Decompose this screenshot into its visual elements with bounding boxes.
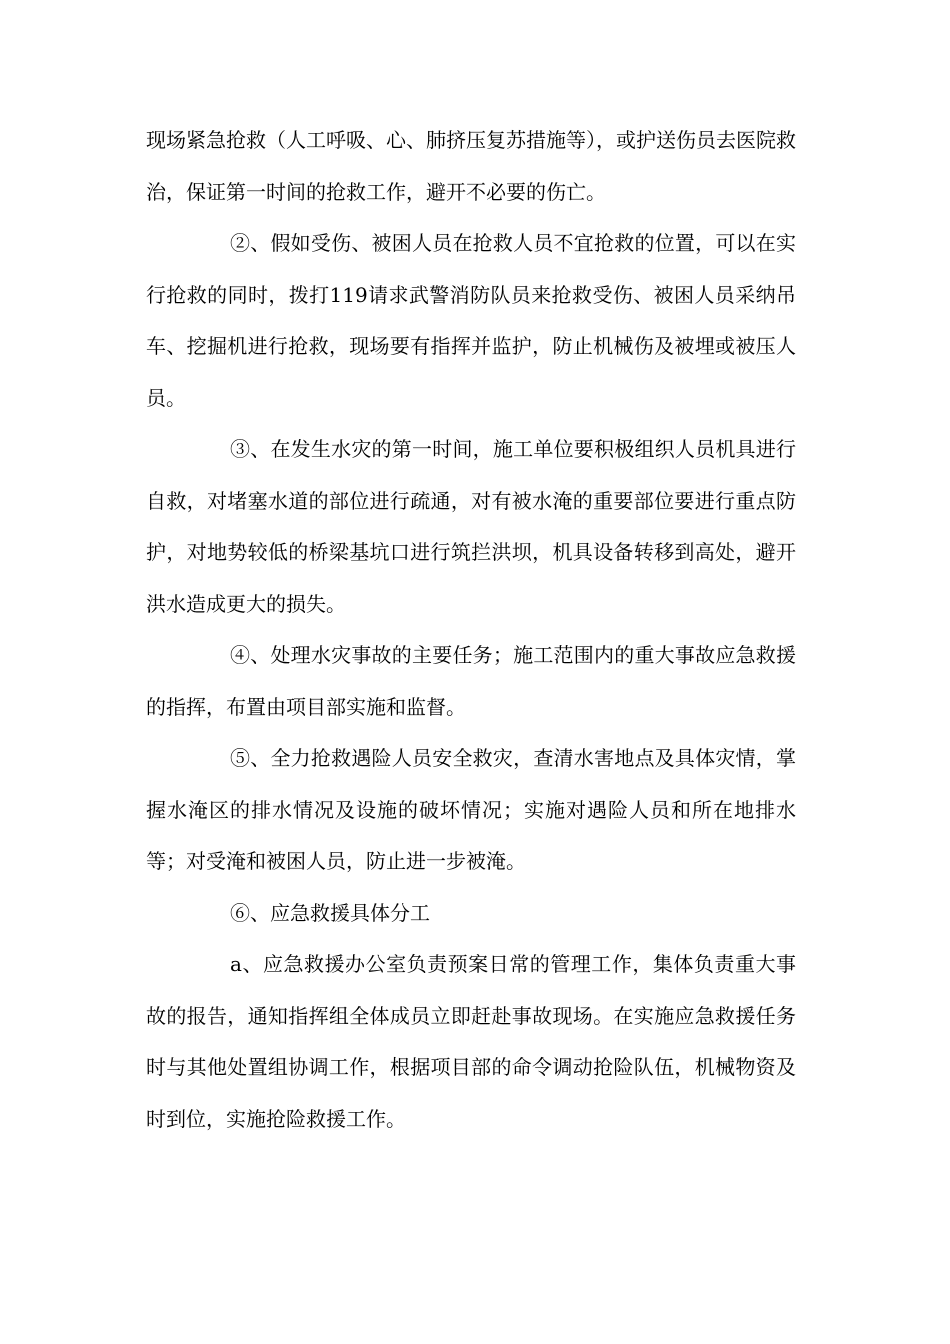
- paragraph-item-6-heading: ⑥、应急救援具体分工: [230, 900, 430, 925]
- paragraph-continuation: 现场紧急抢救（人工呼吸、心、肺挤压复苏措施等），或护送伤员去医院救治，保证第一时间的抢救工作，避开不必要的伤亡。: [146, 128, 796, 204]
- paragraph-item-3: ③、在发生水灾的第一时间，施工单位要积极组织人员机具进行自救，对堵塞水道的部位进行疏通，对有被水淹的重要部位要进行重点防护，对地势较低的桥梁基坑口进行筑拦洪坝，机具设备转移到高处，避开洪水造成更大的损失。: [146, 437, 796, 616]
- paragraph-item-a: a、应急救援办公室负责预案日常的管理工作，集体负责重大事故的报告，通知指挥组全体成员立即赶赴事故现场。在实施应急救援任务时与其他处置组协调工作，根据项目部的命令调动抢险队伍，机械物资及时到位，实施抢险救援工作。: [146, 952, 796, 1131]
- paragraph-item-5: ⑤、全力抢救遇险人员安全救灾，查清水害地点及具体灾情，掌握水淹区的排水情况及设施的破坏情况；实施对遇险人员和所在地排水等；对受淹和被困人员，防止进一步被淹。: [146, 746, 796, 873]
- document-body: [146, 115, 796, 1145]
- paragraph-item-4: ④、处理水灾事故的主要任务；施工范围内的重大事故应急救援的指挥，布置由项目部实施和监督。: [146, 643, 796, 719]
- paragraph-item-2: ②、假如受伤、被困人员在抢救人员不宜抢救的位置，可以在实行抢救的同时，拨打119请求武警消防队员来抢救受伤、被困人员采纳吊车、挖掘机进行抢救，现场要有指挥并监护，防止机械伤及被埋或被压人员。: [146, 231, 796, 410]
